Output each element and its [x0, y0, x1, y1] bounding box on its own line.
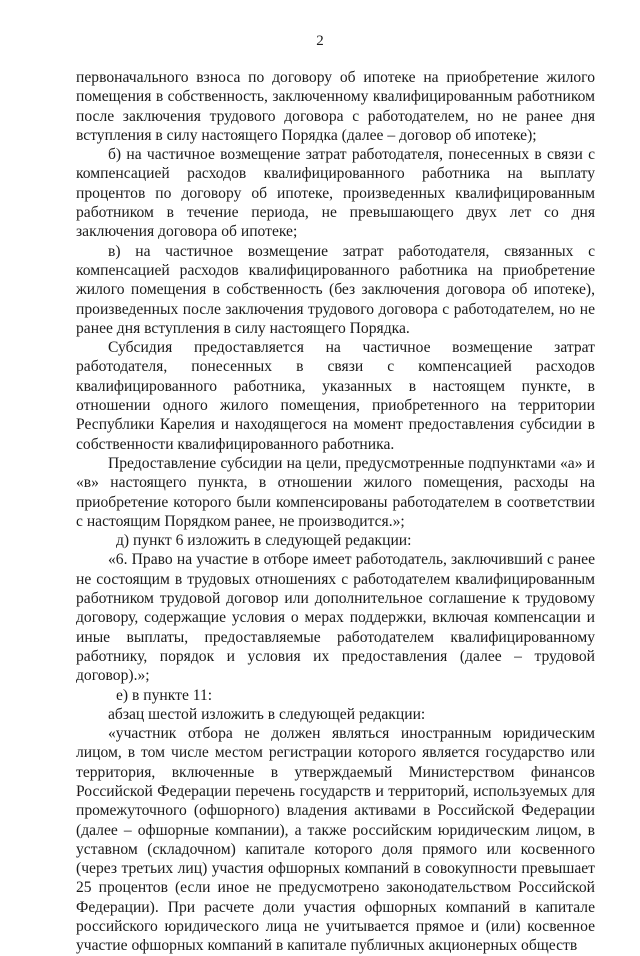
paragraph-subsidy-provision: Предоставление субсидии на цели, предусмотренные подпунктами «а» и «в» настоящего пункта, в отношении жилого помещения, расходы на приобретение которого были компенсированы работодателем в соответствии с настоящим Порядком ранее, не производится.»; — [76, 454, 595, 530]
document-body — [76, 68, 595, 956]
paragraph-item-e: е) в пункте 11: — [116, 686, 213, 704]
paragraph-subsidy: Субсидия предоставляется на частичное возмещение затрат работодателя, понесенных в связи с компенсацией расходов квалифицированного работника, указанных в настоящем пункте, в отношении одного жилого помещения, приобретенного на территории Республики Карелия и находящегося на момент предоставления субсидии в собственности квалифицированного работника. — [76, 339, 595, 453]
paragraph-offshore: «участник отбора не должен являться иностранным юридическим лицом, в том числе местом регистрации которого является государство или территория, включенные в утверждаемый Министерством финансов Российской Федерации перечень государств и территорий, используемых для промежуточного (офшорного) владения активами в Российской Федерации (далее – офшорные компании), а также российским юридическим лицом, в уставном (складочном) капитале которого доля прямого или косвенного (через третьих лиц) участия офшорных компаний в совокупности превышает 25 процентов (если иное не предусмотрено законодательством Российской Федерации). При расчете доли участия офшорных компаний в капитале российского юридического лица не учитывается прямое и (или) косвенное участие офшорных компаний в капитале публичных акционерных обществ — [76, 725, 595, 955]
paragraph-point-6: «6. Право на участие в отборе имеет работодатель, заключивший с ранее не состоящим в трудовых отношениях с работодателем квалифицированным работником трудовой договор или дополнительное соглашение к трудовому договору, содержащие условия о мерах поддержки, включая компенсации и иные выплаты, предоставляемые работодателем квалифицированному работнику, порядок и условия их предоставления (далее – трудовой договор).»; — [76, 551, 595, 685]
paragraph-abzac-six: абзац шестой изложить в следующей редакции: — [108, 705, 426, 723]
paragraph-item-d: д) пункт 6 изложить в следующей редакции: — [116, 532, 412, 550]
paragraph-initial-payment: первоначального взноса по договору об ипотеке на приобретение жилого помещения в собственность, заключенному квалифицированным работником после заключения трудового договора с работодателем, но не ранее дня вступления в силу настоящего Порядка (далее – договор об ипотеке); — [76, 69, 595, 144]
page-number: 2 — [316, 33, 324, 49]
paragraph-item-b: б) на частичное возмещение затрат работодателя, понесенных в связи с компенсацией расходов квалифицированного работника на выплату процентов по договору об ипотеке, произведенных квалифицированным работником в течение периода, не превышающего двух лет со дня заключения договора об ипотеке; — [76, 146, 595, 241]
paragraph-item-v: в) на частичное возмещение затрат работодателя, связанных с компенсацией расходов квалифицированного работника на приобретение жилого помещения в собственность (без заключения договора об ипотеке), произведенных после заключения трудового договора с работодателем, но не ранее дня вступления в силу настоящего Порядка. — [76, 242, 595, 337]
